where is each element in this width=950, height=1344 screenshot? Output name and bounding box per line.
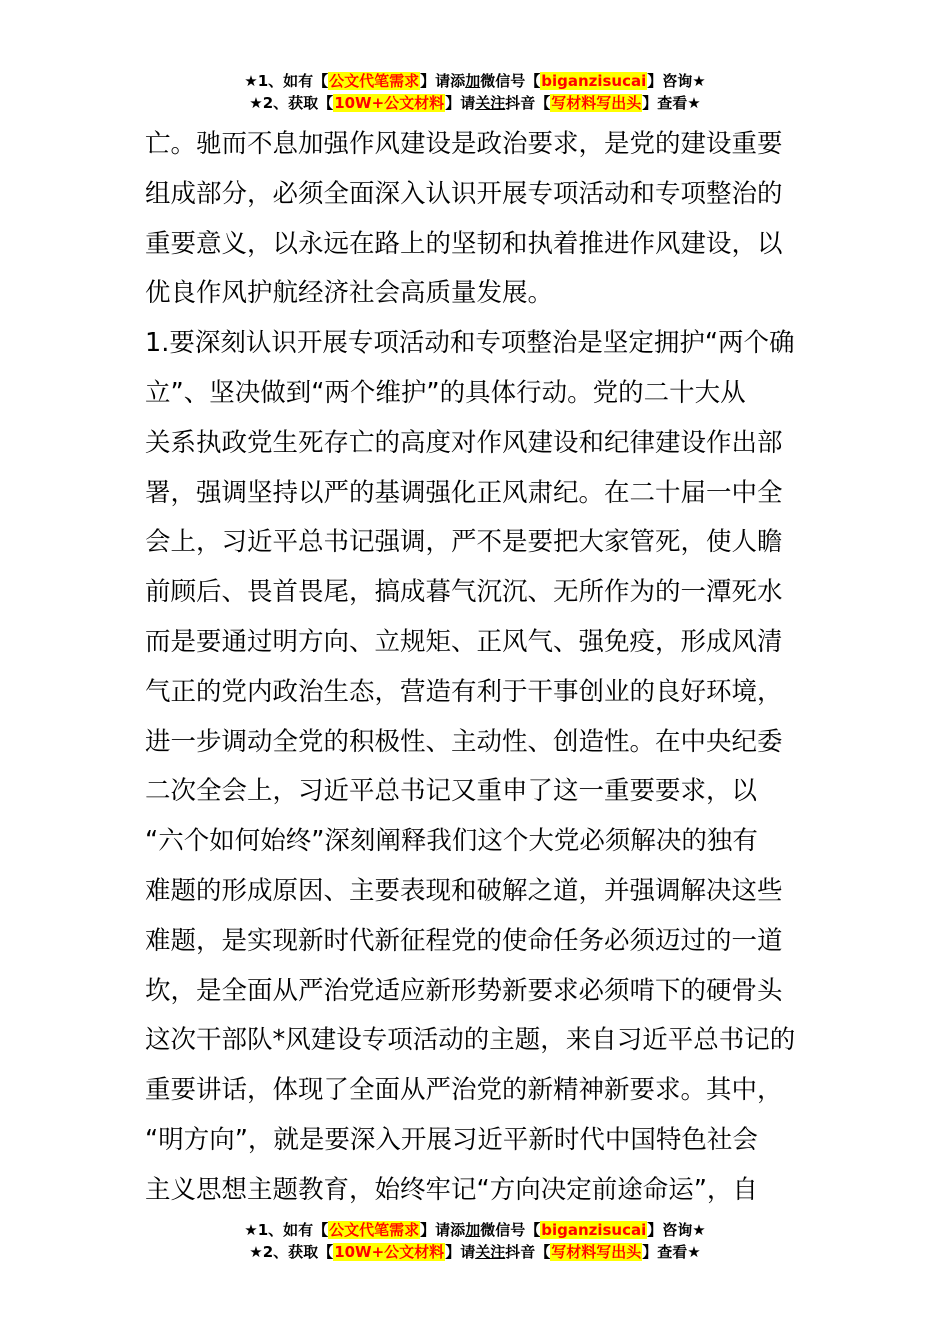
banner-text: ★1、如有【 xyxy=(244,72,329,90)
body-line: 署，强调坚持以严的基调强化正风肃纪。在二十届一中全 xyxy=(145,477,783,508)
banner-text: 】请添 xyxy=(420,72,466,90)
banner-underlined-text: 加 xyxy=(465,1221,481,1239)
banner-highlight: 10W+公文材料 xyxy=(334,1243,445,1261)
body-line: 优良作风护航经济社会高质量发展。 xyxy=(145,278,554,309)
body-line: “六个如何始终”深刻阐释我们这个大党必须解决的独有 xyxy=(145,826,758,857)
body-line: 1.要深刻认识开展专项活动和专项整治是坚定拥护“两个确 xyxy=(145,328,795,359)
body-line: 进一步调动全党的积极性、主动性、创造性。在中央纪委 xyxy=(145,726,783,757)
banner-text: ★2、获取【 xyxy=(249,94,334,112)
banner-text: 】查看★ xyxy=(642,94,701,112)
banner-highlight: 公文代笔需求 xyxy=(329,72,420,90)
body-line: 会上，习近平总书记强调，严不是要把大家管死，使人瞻 xyxy=(145,527,783,558)
banner-text: ★1、如有【 xyxy=(244,1221,329,1239)
banner-text: 】咨询★ xyxy=(647,1221,706,1239)
watermark-banner-bottom xyxy=(0,1219,950,1263)
banner-top-line-2 xyxy=(0,92,950,114)
body-line: 关系执政党生死存亡的高度对作风建设和纪律建设作出部 xyxy=(145,427,783,458)
banner-text: 】查看★ xyxy=(642,1243,701,1261)
banner-underlined-text: 关注 xyxy=(475,94,506,112)
banner-text: 】请 xyxy=(445,1243,476,1261)
banner-highlight: biganzisucai xyxy=(541,1221,647,1239)
banner-text: 抖音【 xyxy=(505,1243,551,1261)
banner-highlight: 写材料写出头 xyxy=(551,1243,642,1261)
body-line: 难题，是实现新时代新征程党的使命任务必须迈过的一道 xyxy=(145,925,783,956)
banner-underlined-text: 加 xyxy=(465,72,481,90)
body-line: “明方向”，就是要深入开展习近平新时代中国特色社会 xyxy=(145,1124,758,1155)
body-line: 而是要通过明方向、立规矩、正风气、强免疫，形成风清 xyxy=(145,626,783,657)
banner-text: ★2、获取【 xyxy=(249,1243,334,1261)
body-line: 组成部分，必须全面深入认识开展专项活动和专项整治的 xyxy=(145,178,783,209)
body-line: 主义思想主题教育，始终牢记“方向决定前途命运”，自 xyxy=(145,1174,758,1205)
banner-text: 微信号【 xyxy=(480,72,541,90)
body-line: 气正的党内政治生态，营造有利于干事创业的良好环境， xyxy=(145,676,783,707)
banner-highlight: 写材料写出头 xyxy=(551,94,642,112)
banner-text: 抖音【 xyxy=(505,94,551,112)
banner-bottom-line-2 xyxy=(0,1241,950,1263)
watermark-banner-top xyxy=(0,70,950,114)
body-line: 重要意义，以永远在路上的坚韧和执着推进作风建设，以 xyxy=(145,228,783,259)
body-line: 立”、坚决做到“两个维护”的具体行动。党的二十大从 xyxy=(145,377,746,408)
banner-highlight: biganzisucai xyxy=(541,72,647,90)
banner-highlight: 10W+公文材料 xyxy=(334,94,445,112)
banner-text: 】咨询★ xyxy=(647,72,706,90)
banner-bottom-line-1 xyxy=(0,1219,950,1241)
document-body xyxy=(145,120,807,1216)
body-line: 前顾后、畏首畏尾，搞成暮气沉沉、无所作为的一潭死水 xyxy=(145,577,783,608)
body-line: 亡。驰而不息加强作风建设是政治要求，是党的建设重要 xyxy=(145,129,783,159)
banner-highlight: 公文代笔需求 xyxy=(329,1221,420,1239)
body-line: 难题的形成原因、主要表现和破解之道，并强调解决这些 xyxy=(145,875,783,906)
body-line: 重要讲话，体现了全面从严治党的新精神新要求。其中， xyxy=(145,1075,783,1106)
body-line: 这次干部队*风建设专项活动的主题，来自习近平总书记的 xyxy=(145,1025,796,1056)
banner-text: 】请添 xyxy=(420,1221,466,1239)
banner-text: 】请 xyxy=(445,94,476,112)
banner-text: 微信号【 xyxy=(480,1221,541,1239)
banner-underlined-text: 关注 xyxy=(475,1243,506,1261)
body-line: 二次全会上，习近平总书记又重申了这一重要要求，以 xyxy=(145,776,758,807)
body-line: 坎，是全面从严治党适应新形势新要求必须啃下的硬骨头 xyxy=(145,975,783,1006)
banner-top-line-1 xyxy=(0,70,950,92)
